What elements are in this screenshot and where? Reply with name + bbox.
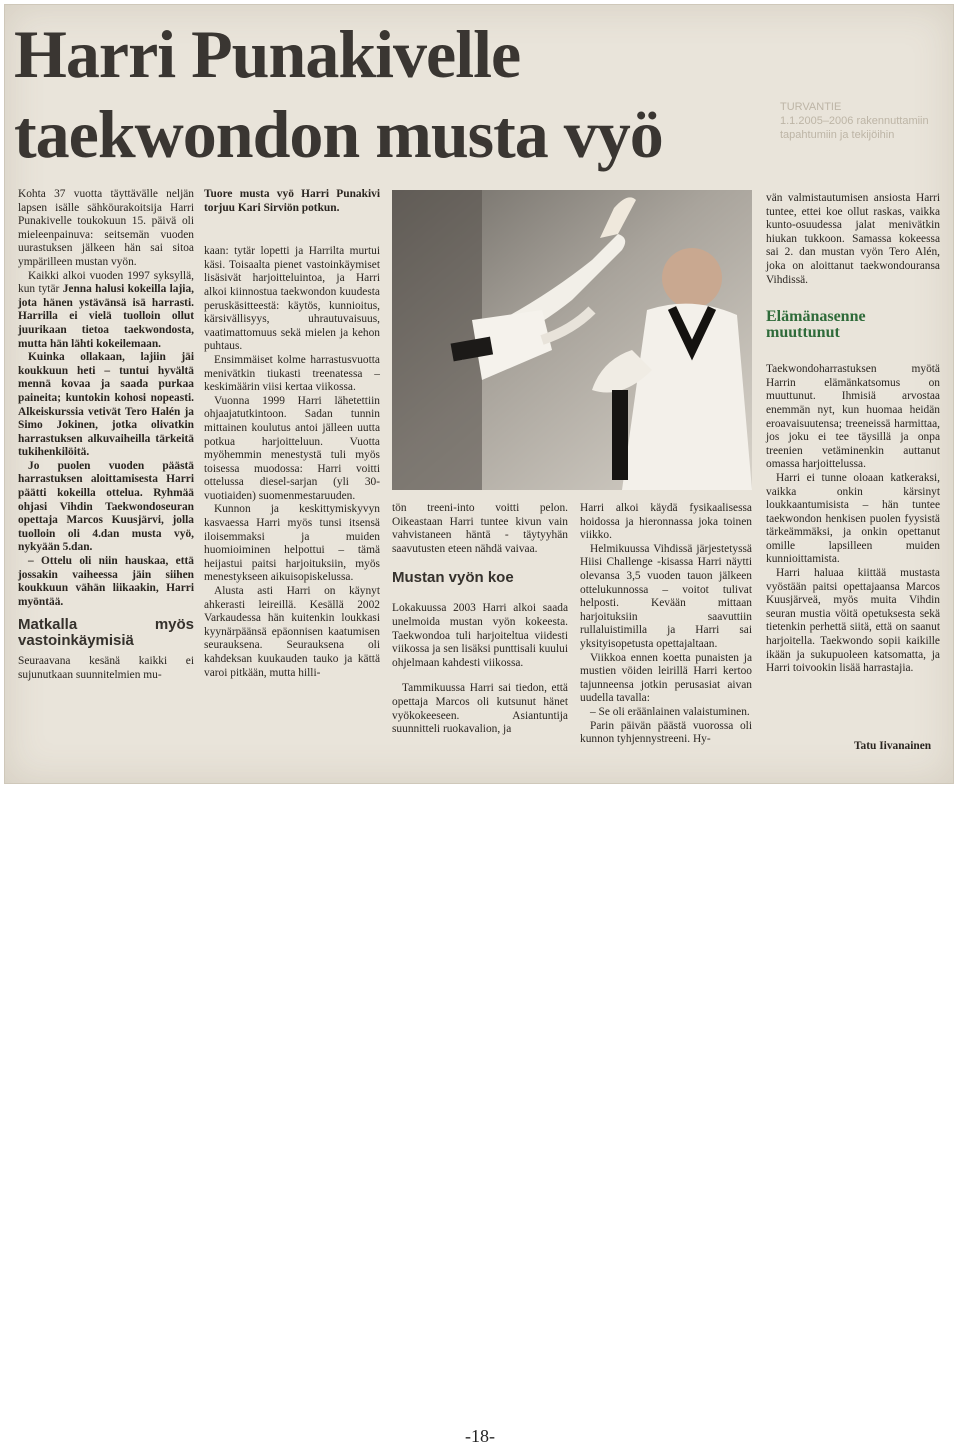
bleed-line-3: tapahtumiin ja tekijöihin — [780, 129, 895, 141]
column-4 — [580, 502, 752, 747]
column-2 — [204, 188, 380, 680]
col4-paragraph-4: – Se oli eräänlainen valaistuminen. — [590, 705, 750, 718]
column-5 — [766, 192, 940, 676]
bleed-through-text — [780, 100, 940, 180]
col3-paragraph-3: Tammikuussa Harri sai tiedon, että opettaja Marcos oli kutsunut hänet vyökokeeseen. Asiantuntija suunnitteli ruokavalion, ja — [392, 682, 568, 736]
bleed-line-1: TURVANTIE — [780, 101, 842, 113]
col1-paragraph-2a: Kaikki alkoi vuoden 1997 syksyllä, kun tytär — [18, 269, 194, 296]
headline-line-1: Harri Punakivelle — [14, 16, 521, 92]
col3-paragraph-2: Lokakuussa 2003 Harri alkoi saada unelmoida mustan vyön kokeesta. Taekwondoa tuli harjoiteltua viidesti viikossa ja sen lisäksi punttisali kuului ohjelmaan kahdesti viikossa. — [392, 602, 568, 669]
col2-paragraph-5: Alusta asti Harri on käynyt ahkerasti leireillä. Kesällä 2002 Varkaudessa hän kuitenkin loukkasi kyynärpäänsä epäonnisen kaatumisen seurauksena. Seurauksena oli kahdeksan kuukauden tauko ja kättä varoi pitkään, mutta hilli- — [204, 585, 380, 679]
col5-paragraph-4: Harri haluaa kiittää mustasta vyöstään paitsi opettajaansa Marcos Kuusjärveä, myös muita Vihdin seuran mustia vöitä opetuksesta sekä tietenkin perhettä siitä, että on saanut harjoitella. Taekwondo sopii kaikille ikään ja sukupuoleen katsomatta, ja Harri toivookin lisää harrastajia. — [766, 567, 940, 675]
col2-paragraph-1: kaan: tytär lopetti ja Harrilta murtui käsi. Toisaalta pienet vastoinkäymiset lisäsivät harjoitteluintoa, ja Harri alkoi kiinnostua taekwondon kuudesta peruskäsitteestä: käytös, kunnioitus, kärsivällisyys, uhrautuvaisuus, vaatimattomuus sekä mielen ja kehon puhtaus. — [204, 245, 380, 353]
col4-paragraph-5: Parin päivän päästä vuorossa oli kunnon tyhjennystreeni. Hy- — [580, 719, 752, 746]
subheading-matkalla: Matkalla myös vastoinkäymisiä — [18, 616, 194, 650]
photo-image — [392, 190, 752, 490]
col1-paragraph-1: Kohta 37 vuotta täyttävälle neljän lapsen isälle sähköurakoitsija Harri Punakivelle toukokuun 15. päivä oli mieleenpainuva: seitsemän vuoden uurastuksen jälkeen hän sai sitoa ympärilleen mustan vyön. — [18, 188, 194, 268]
col2-paragraph-2: Ensimmäiset kolme harrastusvuotta menivätkin tiukasti treenatessa – keskimäärin viisi kertaa viikossa. — [204, 353, 380, 394]
headline — [14, 14, 814, 174]
col5-paragraph-2: Taekwondoharrastuksen myötä Harrin elämänkatsomus on muuttunut. Ihmisiä arvostaa enemmän nyt, kun huomaa heidän eroavaisuutensa; treeneissä harmittaa, jos joku ei tee täysillä ja onpa treenien vetäminenkin auttanut omassa harjoittelussa. — [766, 363, 940, 471]
col2-paragraph-3: Vuonna 1999 Harri lähetettiin ohjaajatutkintoon. Sadan tunnin mittainen koulutus antoi jälleen uutta potkua harjoitteluun. Vuotta myöhemmin menestystä tuli myös toisessa muodossa: Harri voitti ottelussa diesel-sarjan (yli 30-vuotiaiden) suomenmestaruuden. — [204, 394, 380, 502]
col1-paragraph-6: Seuraavana kesänä kaikki ei sujunutkaan suunnitelmien mu- — [18, 655, 194, 681]
col3-paragraph-1: tön treeni-into voitti pelon. Oikeastaan Harri tuntee kivun vain vahvistaneen häntä - täytyyhän saavutusten eteen nähdä vaivaa. — [392, 502, 568, 555]
col1-paragraph-2 — [18, 270, 194, 352]
col2-paragraph-4: Kunnon ja keskittymiskyvyn kasvaessa Harri myös tunsi itsensä iloisemmaksi ja muiden huomioiminen helpottui – tämä heijastui paitsi harjoituksiin, myös menestykseen aikuisopiskelussa. — [204, 503, 380, 584]
col1-paragraph-3: Kuinka ollakaan, lajiin jäi koukkuun heti – tuntui hyvältä mennä kovaa ja saada purkaa paineita; kuntokin kohosi nopeasti. Alkeiskurssia vetivät Tero Halén ja Simo Jokinen, jotka olivatkin harrastuksen alkuvaiheilla tärkeitä tukihenkilöitä. — [18, 351, 194, 459]
headline-line-2: taekwondon musta vyö — [14, 96, 663, 172]
col1-paragraph-5: – Ottelu oli niin hauskaa, että jossakin vaiheessa jäin siihen koukkuun vähän liikaakin, Harri myöntää. — [18, 555, 194, 608]
col4-paragraph-2: Helmikuussa Vihdissä järjestetyssä Hiisi Challenge -kisassa Harri näytti olevansa 3,5 vuoden tauon jälkeen ottelukunnossa – voitot tulivat helposti. Kevään mittaan harjoituksiin saavuttiin rullaluistimilla ja Harri sai yksityisopetusta opettajaltaan. — [580, 542, 752, 650]
bleed-line-2: 1.1.2005–2006 rakennuttamiin — [780, 115, 929, 127]
column-1 — [18, 188, 194, 683]
column-3 — [392, 502, 568, 737]
col1-paragraph-2b: Jenna halusi kokeilla lajia, jota hänen ystävänsä isä harrasti. Harrilla ei vielä tuolloin ollut juurikaan tietoa taekwondosta, mutta hän lähti kokeilemaan. — [18, 283, 194, 350]
col5-paragraph-1: vän valmistautumisen ansiosta Harri tuntee, ettei koe ollut raskas, vaikka kunto-osuudessa jalat menivätkin hiukan tukkoon. Samassa kokeessa sai 2. dan mustan vyön Tero Alén, joka on aloittanut taekwondouransa Vihdissä. — [766, 192, 940, 286]
subheading-elamanasenne: Elämänasenne muuttunut — [766, 308, 866, 342]
subheading-mustan-vyon-koe: Mustan vyön koe — [392, 569, 514, 587]
col1-paragraph-4: Jo puolen vuoden päästä harrastuksen aloittamisesta Harri päätti kokeilla ottelua. Ryhmää ohjasi Vihdin Taekwondoseuran opettaja Marcos Kuusjärvi, jolla tuolloin oli 4.dan musta vyö, nykyään 5.dan. — [18, 459, 194, 554]
col4-paragraph-1: Harri alkoi käydä fysikaalisessa hoidossa ja hieronnassa joka toinen viikko. — [580, 502, 752, 542]
byline: Tatu Iivanainen — [854, 740, 932, 752]
photo-taekwondo-kick — [392, 190, 752, 490]
page-number: -18- — [465, 1426, 495, 1446]
photo-caption: Tuore musta vyö Harri Punakivi torjuu Kari Sirviön potkun. — [204, 188, 380, 214]
col4-paragraph-3: Viikkoa ennen koetta punaisten ja mustien vöiden leirillä Harri kertoo tajunneensa jotkin perusasiat aivan uudella tavalla: — [580, 651, 752, 705]
col5-paragraph-3: Harri ei tunne oloaan katkeraksi, vaikka onkin kärsinyt loukkaantumisista – hän tuntee taekwondon henkisen puolen fyysistä tärkeämmäksi, ja onkin opettanut omille lapsilleen muiden kunnioittamista. — [766, 471, 940, 566]
